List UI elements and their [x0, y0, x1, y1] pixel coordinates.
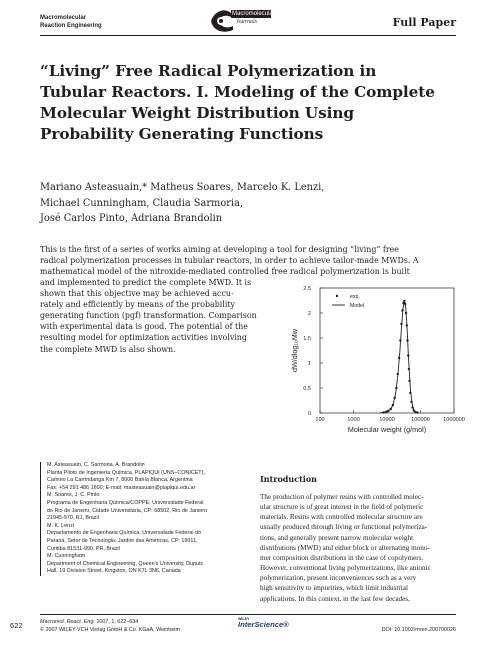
author-line: José Carlos Pinto, Adriana Brandolin — [40, 213, 223, 224]
x-axis-label: Molecular weight (g/mol) — [347, 425, 427, 434]
abstract-line: with experimental data is good. The potential of the — [40, 322, 248, 332]
publisher-logo-top: WILEY — [238, 617, 250, 621]
y-tick-label: 2 — [307, 311, 311, 317]
mwd-chart — [284, 282, 465, 442]
abstract-full-width — [40, 244, 458, 277]
abstract-narrow — [40, 277, 276, 355]
affiliation-line: Fax: +54 291 486 1600; E-mail: masteasuain@plapiqui.edu.ar — [47, 484, 196, 491]
title-line: Probability Generating Functions — [40, 125, 324, 143]
author-line: Michael Cunningham, Claudia Sarmoria, — [40, 197, 243, 209]
data-point-exp — [390, 408, 392, 410]
data-point-exp — [392, 404, 394, 406]
abstract-line: resulting model for optimization activities involving — [40, 333, 247, 343]
body-line: applications. In this context, in the last few decades, — [260, 594, 410, 603]
citation-volume: 2007, 1, 622–634 — [94, 619, 139, 625]
y-tick-label: 2.5 — [303, 286, 311, 292]
affiliation-line: Camino La Carrindanga Km 7, 8000 Bahía Blanca, Argentina — [47, 477, 193, 484]
data-point-exp — [406, 324, 408, 326]
data-point-exp — [407, 354, 409, 356]
plot-frame — [320, 288, 454, 413]
abstract-line: shown that this objective may be achieved accu- — [40, 289, 234, 299]
citation-journal: Macromol. React. Eng. — [40, 619, 95, 625]
affiliation-line: Paraná, Setor de Tecnologia, Jardim das Américas, CP: 19011, — [47, 537, 198, 544]
legend-label-model: Model — [350, 303, 365, 309]
abstract-line: the complete MWD is also shown. — [40, 344, 176, 354]
introduction-body — [260, 492, 458, 604]
abstract-line: radical polymerization processes in tubular reactors, in order to achieve tailor-made MWDs. A — [40, 256, 419, 266]
affiliation-line: Planta Piloto de Ingeniería Química, PLAPIQUI (UNS–CONICET), — [47, 469, 205, 476]
x-tick-label: 100000 — [411, 417, 430, 423]
author-list — [40, 180, 440, 227]
data-point-exp — [395, 387, 397, 389]
publisher-logo-main: InterScience® — [238, 620, 289, 629]
affiliation-line: Department of Chemical Engineering, Queen’s University, Dupuis — [47, 560, 203, 567]
citation-block — [40, 619, 180, 634]
page-number: 622 — [10, 621, 23, 630]
body-line: polymerization, present inconveniences such as a very — [260, 574, 417, 583]
article-title — [40, 61, 460, 145]
affiliations-block — [40, 462, 252, 576]
affiliation-line: M. Asteasuain, C. Sarmoria, A. Brandolin — [47, 462, 145, 468]
title-line: Tubular Reactors. I. Modeling of the Complete — [40, 83, 435, 101]
y-tick-label: 0 — [307, 411, 311, 417]
data-point-exp — [406, 339, 408, 341]
footer-rule — [40, 614, 456, 615]
logo-text-line1: Macromolecular — [232, 11, 275, 17]
x-tick-label: 1000 — [347, 417, 360, 423]
data-point-exp — [403, 300, 405, 302]
legend-marker-exp — [336, 295, 338, 297]
data-point-exp — [383, 411, 385, 413]
y-axis-label: dW/dlog₁₀Mw — [290, 329, 299, 372]
body-line: However, conventional living polymerizations, like anionic — [260, 564, 431, 573]
affiliation-line: 21945-970, RJ, Brazil — [47, 515, 99, 522]
data-point-exp — [411, 406, 413, 408]
title-line: Molecular Weight Distribution Using — [40, 104, 354, 122]
data-point-exp — [401, 309, 403, 311]
data-point-exp — [404, 303, 406, 305]
data-point-exp — [408, 368, 410, 370]
body-line: materials. Resins with controlled molecular structure are — [260, 513, 423, 522]
abstract-line: and implemented to predict the complete MWD. It is — [40, 278, 252, 287]
title-line: “Living” Free Radical Polymerization in — [40, 62, 377, 80]
body-line: mer composition distributions in the case of copolymers. — [260, 553, 424, 562]
data-point-exp — [398, 357, 400, 359]
citation-line — [40, 619, 180, 627]
affiliation-line: M. K. Lenzi — [47, 522, 74, 529]
journal-name-line1: Macromolecular — [40, 15, 87, 21]
journal-name-line2: Reaction Engineering — [40, 22, 102, 29]
data-point-exp — [408, 380, 410, 382]
affiliation-line: do Rio de Janeiro, Cidade Universitária, CP: 68502, Rio de Janeiro — [47, 507, 208, 514]
abstract-line: rately and efficiently by means of the probability — [40, 300, 236, 310]
data-point-exp — [385, 411, 387, 413]
data-point-exp — [409, 392, 411, 394]
body-line: high sensitivity to impurities, which limit industrial — [260, 584, 408, 593]
data-point-exp — [399, 339, 401, 341]
body-line: tions, and generally present narrow molecular weight — [260, 533, 414, 542]
affiliation-line: Departamento de Engenharia Química, Universidade Federal do — [47, 530, 202, 537]
abstract-line: This is the first of a series of works aiming at developing a tool for designing “living” free — [40, 245, 399, 254]
doi: DOI: 10.1002/mren.200700026 — [381, 627, 456, 633]
publisher-logo — [238, 617, 289, 629]
header-rule — [40, 35, 456, 36]
author-line: Mariano Asteasuain,* Matheus Soares, Marcelo K. Lenzi, — [40, 182, 325, 193]
affiliation-line: M. Cunningham — [47, 553, 86, 560]
data-point-exp — [416, 411, 418, 413]
affiliation-line: Hall, 19 Division Street, Kingston, ON K7L 3N6, Canada — [47, 568, 181, 575]
data-point-exp — [387, 410, 389, 412]
body-line: usually produced through living or functional polymeriza- — [260, 523, 428, 532]
legend-label-exp: exp. — [350, 294, 360, 300]
body-line: The production of polymer resins with controlled molec- — [260, 493, 424, 501]
y-tick-label: 1.5 — [303, 336, 311, 342]
abstract-line: mathematical model of the nitroxide-mediated controlled free radical polymerization is built — [40, 267, 410, 277]
y-tick-label: 1 — [307, 361, 311, 367]
data-point-exp — [400, 323, 402, 325]
body-line: distributions (MWD) and either block or alternating mono- — [260, 543, 430, 552]
data-point-exp — [410, 401, 412, 403]
y-tick-label: 0.5 — [303, 386, 311, 392]
data-point-exp — [394, 397, 396, 399]
section-type-label: Full Paper — [392, 16, 456, 29]
affiliation-line: Programa de Engenharia Química/COPPE, Universidade Federal — [47, 499, 204, 506]
affiliation-line: M. Soares, J. C. Pinto — [47, 492, 100, 499]
macromolecular-journals-logo — [209, 7, 273, 35]
copyright-line: © 2007 WILEY-VCH Verlag GmbH & Co. KGaA, Weinheim — [40, 626, 180, 633]
logo-text-line2: Journals — [236, 19, 257, 25]
section-heading-introduction: Introduction — [260, 474, 317, 484]
abstract-line: generating function (pgf) transformation. Comparison — [40, 311, 257, 321]
data-point-exp — [397, 373, 399, 375]
x-tick-label: 1000000 — [443, 417, 465, 423]
x-tick-label: 100 — [315, 417, 325, 423]
affiliation-line: Curitiba 81531-990, PR, Brazil — [47, 545, 120, 552]
body-line: ular structure is of great interest in the field of polymeric — [260, 503, 424, 512]
journal-name — [40, 15, 102, 30]
x-tick-label: 10000 — [379, 417, 395, 423]
data-point-exp — [405, 312, 407, 314]
